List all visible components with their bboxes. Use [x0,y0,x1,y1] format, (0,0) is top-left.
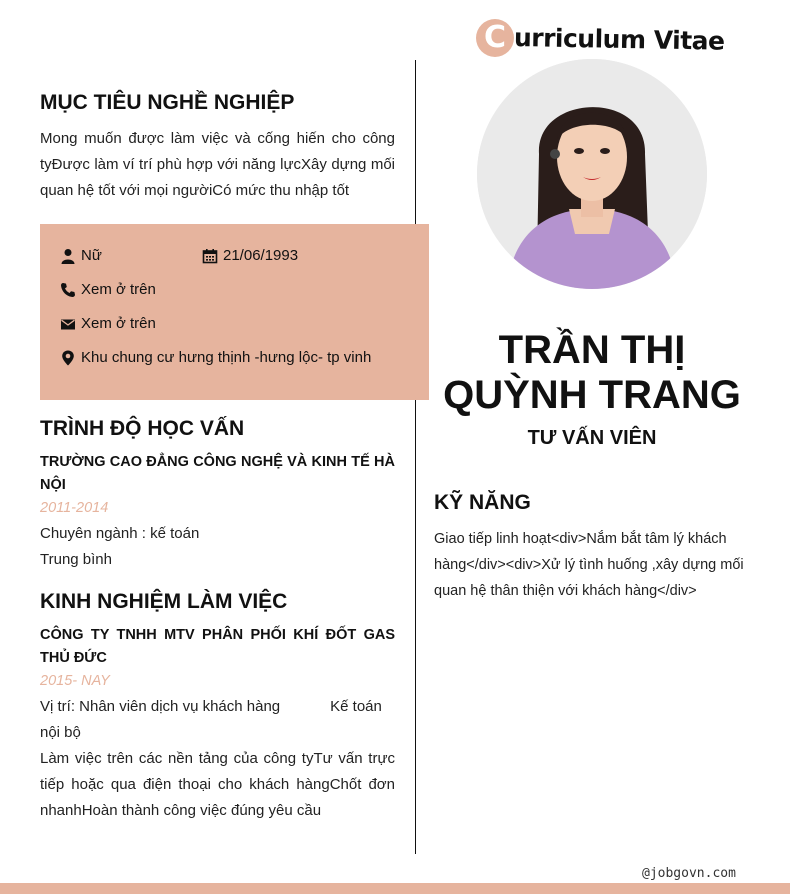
school-name: TRƯỜNG CAO ĐẲNG CÔNG NGHỆ VÀ KINH TẾ HÀ NỘI [40,454,395,493]
experience-position: Vị trí: Nhân viên dịch vụ khách hàng Kế toán [40,698,382,715]
portrait-illustration [477,59,707,289]
objective-title: MỤC TIÊU NGHỀ NGHIỆP [40,91,295,114]
phone-icon [60,282,76,298]
column-divider [415,60,416,854]
education-major: Chuyên ngành : kế toán [40,525,200,542]
experience-description: Làm việc trên các nền tảng của công tyTư vấn trực tiếp hoặc qua điện thoại cho khách hàngChốt đơn nhanhHoàn thành công việc đúng yêu cầu [40,750,395,819]
objective-text: Mong muốn được làm việc và cống hiến cho công tyĐược làm ví trí phù hợp với năng lựcXây dựng mối quan hệ tốt với mọi ngườiCó mức thu nhập tốt [40,130,395,199]
address-value: Khu chung cư hưng thịnh -hưng lộc- tp vinh [81,349,372,366]
skills-title: KỸ NĂNG [434,491,531,514]
experience-period: 2015- NAY [40,673,110,689]
logo-letter: C [476,19,514,57]
calendar-icon [202,248,218,264]
education-period: 2011-2014 [40,500,109,516]
location-pin-icon [60,350,76,366]
education-title: TRÌNH ĐỘ HỌC VẤN [40,417,245,440]
birthdate-item [202,247,298,264]
gender-item [60,247,102,264]
envelope-icon [60,316,76,332]
address-item [60,349,371,366]
footer-bar [0,883,790,894]
person-icon [60,248,76,264]
full-name-line2: QUỲNH TRANG [443,373,741,417]
experience-title: KINH NGHIỆM LÀM VIỆC [40,590,288,613]
watermark: @jobgovn.com [642,866,736,881]
experience-position-cont: nội bộ [40,724,81,741]
company-name: CÔNG TY TNHH MTV PHÂN PHỐI KHÍ ĐỐT GAS THỦ ĐỨC [40,627,395,666]
phone-item [60,281,156,298]
job-role: TƯ VẤN VIÊN [527,427,657,449]
phone-value: Xem ở trên [81,281,156,298]
skills-text: Giao tiếp linh hoạt<div>Nắm bắt tâm lý khách hàng</div><div>Xử lý tình huống ,xây dựng mối quan hệ thân thiện với khách hàng</div> [434,531,744,599]
logo-text: urriculum Vitae [513,23,725,56]
email-value: Xem ở trên [81,315,156,332]
personal-info-box [40,224,429,400]
full-name-line1: TRẦN THỊ [498,328,686,372]
profile-photo [477,59,707,289]
education-grade: Trung bình [40,551,112,568]
email-item [60,315,156,332]
gender-value: Nữ [81,247,102,264]
birthdate-value: 21/06/1993 [223,247,299,264]
